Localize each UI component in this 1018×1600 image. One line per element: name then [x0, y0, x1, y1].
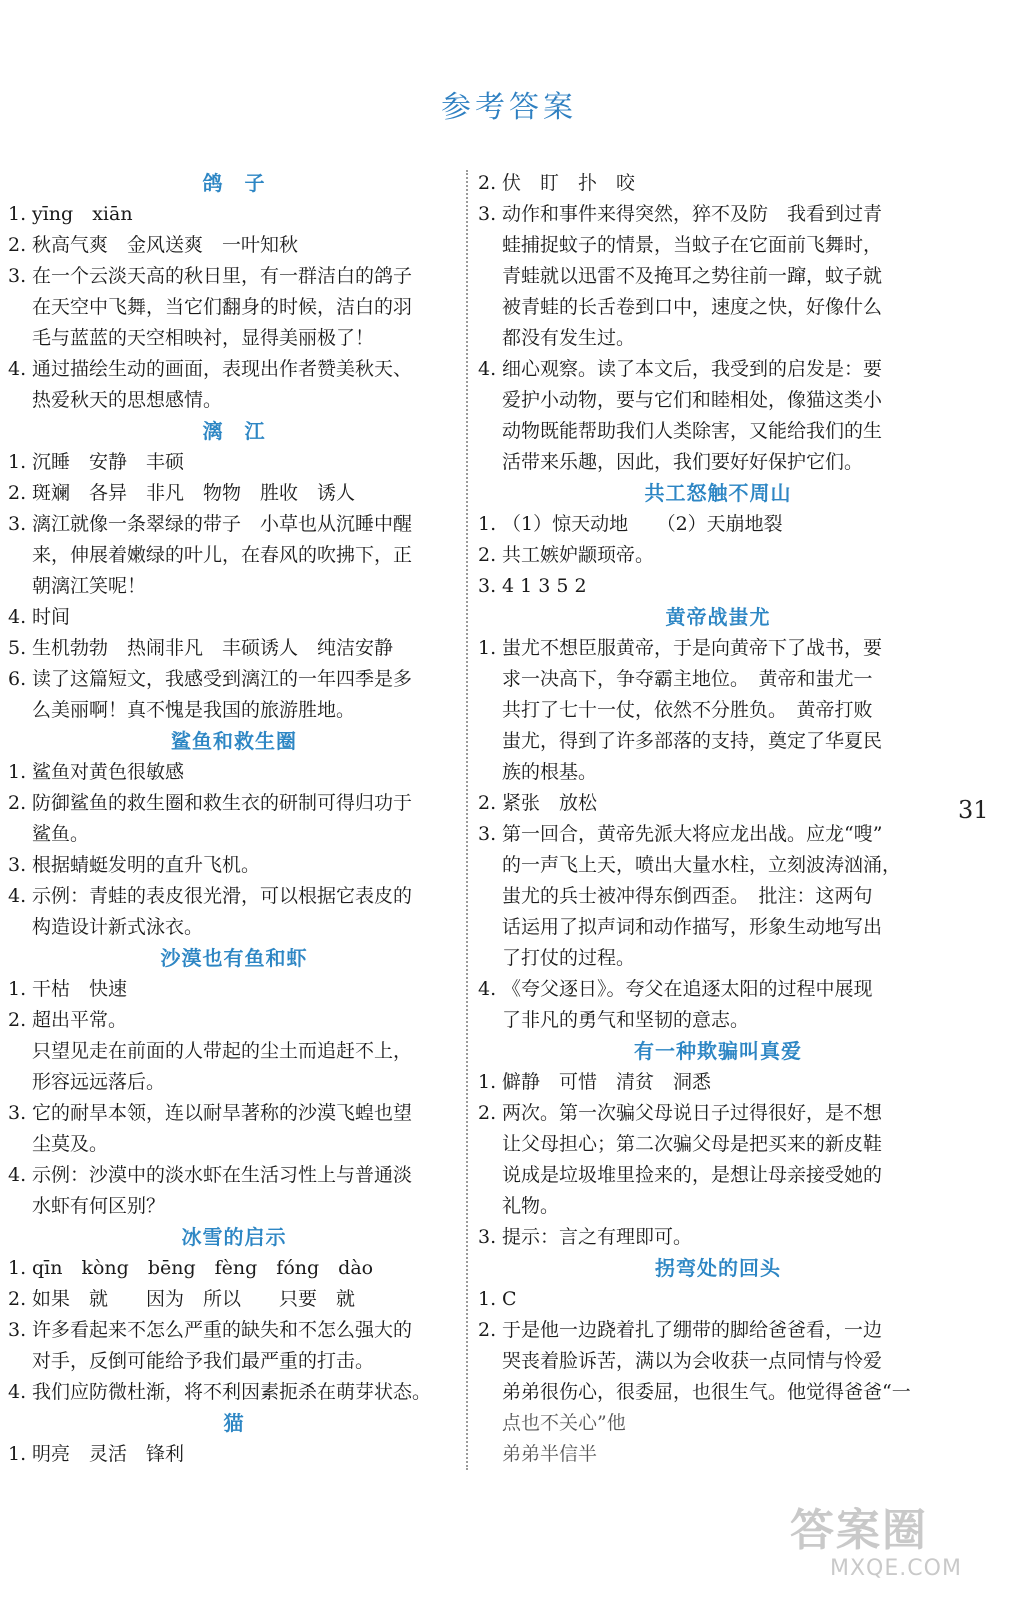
answer-line: 么美丽啊！真不愧是我国的旅游胜地。	[32, 699, 356, 721]
answer-item: 4. 《夸父逐日》。夸父在追逐太阳的过程中展现	[478, 978, 873, 1000]
answer-line: 礼物。	[502, 1195, 560, 1217]
answer-item: 2. 共工嫉妒颛顼帝。	[478, 544, 655, 566]
watermark-url: MXQE.COM	[830, 1556, 962, 1581]
answer-item: 3. 在一个云淡天高的秋日里，有一群洁白的鸽子	[8, 265, 413, 287]
answer-line: 说成是垃圾堆里捡来的，是想让母亲接受她的	[502, 1164, 883, 1186]
section-title-gonggong: 共工怒触不周山	[644, 481, 792, 505]
answer-item: 1. 僻静 可惜 清贫 洞悉	[478, 1071, 712, 1093]
answer-item: 1. 明亮 灵活 锋利	[8, 1443, 185, 1465]
column-divider	[466, 170, 468, 1470]
answer-line: 鲨鱼。	[32, 823, 90, 845]
section-title-deception: 有一种欺骗叫真爱	[634, 1039, 802, 1063]
answer-line: 了非凡的勇气和坚韧的意志。	[502, 1009, 750, 1031]
answer-line: 话运用了拟声词和动作描写，形象生动地写出	[502, 916, 883, 938]
answer-line: 蚩尤，得到了许多部落的支持，奠定了华夏民	[502, 730, 883, 752]
section-title-huangdi: 黄帝战蚩尤	[665, 605, 771, 629]
answer-item: 2. 超出平常。	[8, 1009, 128, 1031]
answer-item: 2. 秋高气爽 金风送爽 一叶知秋	[8, 234, 299, 256]
answer-item: 4. 我们应防微杜渐，将不利因素扼杀在萌芽状态。	[8, 1381, 432, 1403]
answer-line: 对手，反倒可能给予我们最严重的打击。	[32, 1350, 375, 1372]
answer-item: 1. 沉睡 安静 丰硕	[8, 451, 185, 473]
section-title-pigeon: 鸽 子	[202, 171, 266, 195]
answer-line: 哭丧着脸诉苦，满以为会收获一点同情与怜爱	[502, 1350, 883, 1372]
answer-item: 3. 动作和事件来得突然，猝不及防 我看到过青	[478, 203, 883, 225]
answer-line: 在天空中飞舞，当它们翻身的时候，洁白的羽	[32, 296, 413, 318]
answer-line: 弟弟很伤心，很委屈，也很生气。他觉得爸爸“一	[502, 1381, 911, 1403]
answer-item: 4. 时间	[8, 606, 71, 628]
right-column	[478, 168, 958, 1470]
section-title-ice: 冰雪的启示	[181, 1225, 287, 1249]
answer-line: 活带来乐趣，因此，我们要好好保护它们。	[502, 451, 864, 473]
answer-line: 都没有发生过。	[502, 327, 636, 349]
answer-item: 3. 根据蜻蜓发明的直升飞机。	[8, 854, 261, 876]
answer-item: 4. 通过描绘生动的画面，表现出作者赞美秋天、	[8, 358, 413, 380]
answer-item: 4. 示例：沙漠中的淡水虾在生活习性上与普通淡	[8, 1164, 413, 1186]
page-title: 参考答案	[441, 90, 577, 125]
answer-line: 构造设计新式泳衣。	[32, 916, 204, 938]
answer-line: 让父母担心；第二次骗父母是把买来的新皮鞋	[502, 1133, 883, 1155]
answer-line-cut: 弟弟半信半	[502, 1443, 598, 1465]
answer-item: 1. 干枯 快速	[8, 978, 128, 1000]
section-title-desert: 沙漠也有鱼和虾	[160, 946, 308, 970]
answer-item: 2. 于是他一边跷着扎了绷带的脚给爸爸看，一边	[478, 1319, 883, 1341]
answer-item: 3. 许多看起来不怎么严重的缺失和不怎么强大的	[8, 1319, 413, 1341]
answer-item: 4. 示例：青蛙的表皮很光滑，可以根据它表皮的	[8, 885, 413, 907]
answer-item: 3. 第一回合，黄帝先派大将应龙出战。应龙“嗖”	[478, 823, 883, 845]
answer-item: 3. 4 1 3 5 2	[478, 575, 587, 597]
left-column	[8, 168, 460, 1470]
answer-item: 4. 细心观察。读了本文后，我受到的启发是：要	[478, 358, 883, 380]
answer-line: 水虾有何区别？	[32, 1195, 166, 1217]
answer-line: 被青蛙的长舌卷到口中，速度之快，好像什么	[502, 296, 883, 318]
section-title-turn: 拐弯处的回头	[655, 1256, 781, 1280]
answer-line: 了打仗的过程。	[502, 947, 636, 969]
answer-line: 动物既能帮助我们人类除害，又能给我们的生	[502, 420, 883, 442]
answer-line: 来，伸展着嫩绿的叶儿，在春风的吹拂下，正	[32, 544, 413, 566]
watermark-logo-text: 答案圈	[790, 1505, 928, 1556]
answer-line: 青蛙就以迅雷不及掩耳之势往前一蹿，蚊子就	[502, 265, 883, 287]
answer-item: 3. 漓江就像一条翠绿的带子 小草也从沉睡中醒	[8, 513, 413, 535]
answer-item: 3. 它的耐旱本领，连以耐旱著称的沙漠飞蝗也望	[8, 1102, 413, 1124]
answer-item: 2. 防御鲨鱼的救生圈和救生衣的研制可得归功于	[8, 792, 413, 814]
section-title-lijiang: 漓 江	[202, 419, 266, 443]
answer-line: 只望见走在前面的人带起的尘土而追赶不上，	[32, 1040, 413, 1062]
answer-line: 共打了七十一仗，依然不分胜负。 黄帝打败	[502, 699, 873, 721]
answer-item: 2. 紧张 放松	[478, 792, 598, 814]
answer-line: 尘莫及。	[32, 1133, 109, 1155]
answer-item: 1. qīn kòng bēng fèng fóng dào	[8, 1257, 374, 1279]
answer-item: 3. 提示：言之有理即可。	[478, 1226, 693, 1248]
answer-item: 1. yīng xiān	[8, 203, 133, 225]
page-number: 31	[958, 796, 989, 824]
section-title-cat: 猫	[223, 1411, 245, 1435]
answer-item: 2. 如果 就 因为 所以 只要 就	[8, 1288, 356, 1310]
answer-item: 1. C	[478, 1288, 517, 1310]
watermark-logo	[790, 1506, 1010, 1596]
answer-line: 热爱秋天的思想感情。	[32, 389, 223, 411]
answer-line: 毛与蓝蓝的天空相映衬，显得美丽极了！	[32, 327, 375, 349]
answer-line: 蛙捕捉蚊子的情景，当蚊子在它面前飞舞时，	[502, 234, 883, 256]
answer-line: 族的根基。	[502, 761, 598, 783]
answer-item: 2. 两次。第一次骗父母说日子过得很好，是不想	[478, 1102, 883, 1124]
answer-item: 1. （1）惊天动地 （2）天崩地裂	[478, 513, 783, 535]
answer-line: 求一决高下，争夺霸主地位。 黄帝和蚩尤一	[502, 668, 873, 690]
answer-line: 形容远远落后。	[32, 1071, 166, 1093]
answer-item: 6. 读了这篇短文，我感受到漓江的一年四季是多	[8, 668, 413, 690]
answer-line-cut: 点也不关心”他	[502, 1412, 626, 1434]
answer-item: 2. 斑斓 各异 非凡 物物 胜收 诱人	[8, 482, 356, 504]
answer-item: 1. 蚩尤不想臣服黄帝，于是向黄帝下了战书，要	[478, 637, 883, 659]
answer-line: 蚩尤的兵士被冲得东倒西歪。 批注：这两句	[502, 885, 873, 907]
answer-item: 1. 鲨鱼对黄色很敏感	[8, 761, 185, 783]
answer-item: 2. 伏 盯 扑 咬	[478, 172, 636, 194]
answer-line: 爱护小动物，要与它们和睦相处，像猫这类小	[502, 389, 883, 411]
section-title-shark: 鲨鱼和救生圈	[171, 729, 297, 753]
answer-item: 5. 生机勃勃 热闹非凡 丰硕诱人 纯洁安静	[8, 637, 394, 659]
answer-line: 朝漓江笑呢！	[32, 575, 147, 597]
answer-line: 的一声飞上天，喷出大量水柱，立刻波涛汹涌，	[502, 854, 902, 876]
